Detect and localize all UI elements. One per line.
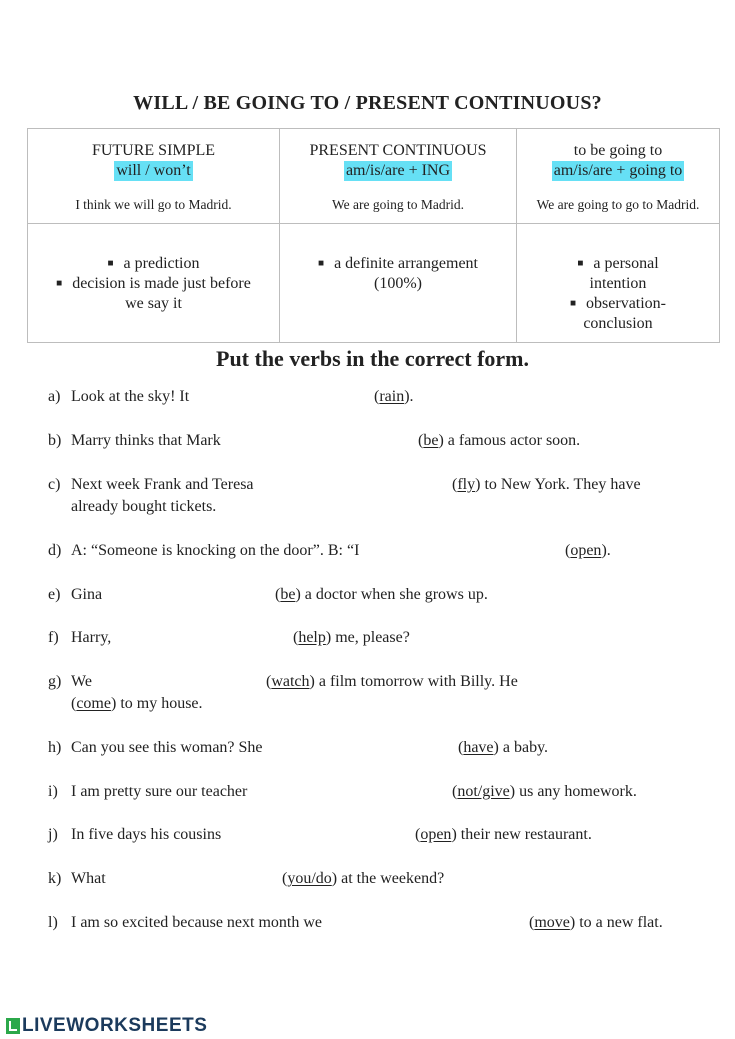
form-highlight: am/is/are + ING (345, 162, 451, 179)
form-highlight: am/is/are + going to (553, 162, 683, 179)
example-sentence: We are going to go to Madrid. (536, 197, 700, 212)
present-continuous-uses-cell (280, 224, 517, 343)
present-continuous-header-cell (280, 129, 517, 224)
going-to-uses-cell (517, 224, 720, 343)
use-item: ■ observation-conclusion (569, 295, 667, 332)
verb-hint: have (463, 739, 494, 756)
verb-hint: be (423, 432, 439, 449)
verb-hint: help (298, 629, 326, 646)
liveworksheets-logo: LIVEWORKSHEETS (6, 1015, 207, 1037)
verb-hint: open (570, 542, 602, 559)
column-name: to be going to (573, 142, 663, 159)
page-title: WILL / BE GOING TO / PRESENT CONTINUOUS? (133, 92, 602, 114)
use-item: ■ a prediction (107, 255, 200, 272)
bullet-icon: ■ (107, 258, 114, 269)
form-highlight: will / won’t (116, 162, 191, 179)
checkmark-icon (6, 1018, 20, 1034)
bullet-icon: ■ (318, 258, 325, 269)
verb-hint: watch (271, 673, 310, 690)
grammar-uses-row (28, 224, 720, 343)
bullet-icon: ■ (56, 278, 63, 289)
example-sentence: I think we will go to Madrid. (75, 197, 232, 212)
use-item: ■ a definite arrangement (100%) (318, 255, 478, 292)
verb-hint: be (280, 586, 296, 603)
verb-hint: you/do (287, 870, 332, 887)
column-name: FUTURE SIMPLE (91, 142, 216, 159)
column-name: PRESENT CONTINUOUS (309, 142, 487, 159)
going-to-header-cell (517, 129, 720, 224)
bullet-icon: ■ (577, 258, 584, 269)
grammar-table (27, 128, 720, 343)
example-sentence: We are going to Madrid. (331, 197, 464, 212)
verb-hint: not/give (457, 783, 510, 800)
verb-hint: move (534, 914, 570, 931)
bullet-icon: ■ (569, 298, 577, 309)
use-item: ■ a personal intention (577, 255, 659, 292)
exercise-instructions: Put the verbs in the correct form. (216, 346, 529, 371)
future-simple-header-cell (28, 129, 280, 224)
future-simple-uses-cell (28, 224, 280, 343)
verb-hint: fly (457, 476, 476, 493)
verb-hint: open (420, 826, 452, 843)
verb-hint: rain (379, 388, 405, 405)
grammar-header-row (28, 129, 720, 224)
verb-hint: come (76, 695, 111, 712)
use-item: ■ decision is made just before we say it (56, 275, 251, 312)
